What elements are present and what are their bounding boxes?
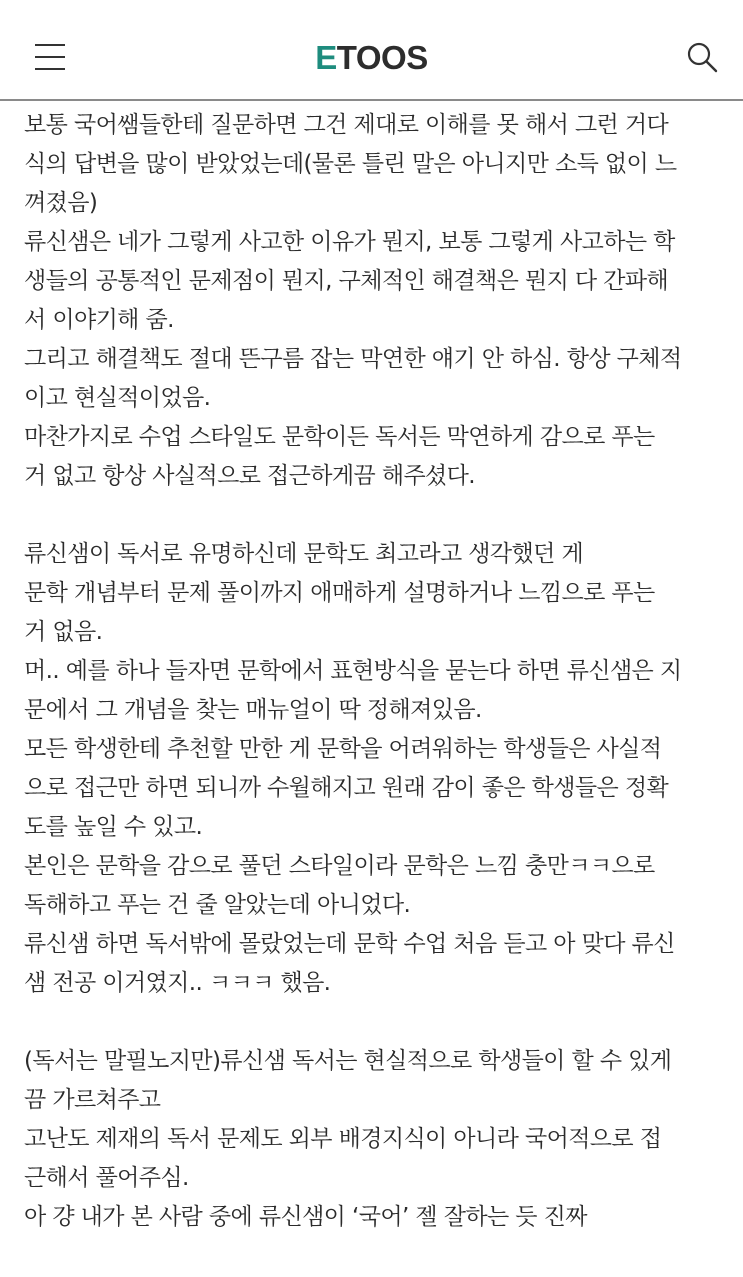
article-line: 류신샘 하면 독서밖에 몰랐었는데 문학 수업 처음 듣고 아 맞다 류신	[24, 931, 675, 957]
logo-letters-toos: TOOS	[336, 39, 428, 76]
article-line: 모든 학생한테 추천할 만한 게 문학을 어려워하는 학생들은 사실적	[24, 736, 662, 762]
article-line: 머.. 예를 하나 들자면 문학에서 표현방식을 묻는다 하면 류신샘은 지	[24, 658, 682, 684]
article-line: 생들의 공통적인 문제점이 뭔지, 구체적인 해결책은 뭔지 다 간파해	[24, 268, 669, 294]
article-line: 본인은 문학을 감으로 풀던 스타일이라 문학은 느낌 충만ㅋㅋ으로	[24, 853, 655, 879]
article-line: 서 이야기해 줌.	[24, 307, 174, 333]
article-line: 문학 개념부터 문제 풀이까지 애매하게 설명하거나 느낌으로 푸는	[24, 580, 655, 606]
article-line: 거 없고 항상 사실적으로 접근하게끔 해주셨다.	[24, 463, 476, 489]
article-line: 샘 전공 이거였지.. ㅋㅋㅋ 했음.	[24, 970, 331, 996]
top-app-bar	[0, 0, 743, 101]
article-line: 이고 현실적이었음.	[24, 385, 211, 411]
article-line: 독해하고 푸는 건 줄 알았는데 아니었다.	[24, 892, 411, 918]
etoos-logo[interactable]	[0, 36, 743, 80]
article-line: (독서는 말필노지만)류신샘 독서는 현실적으로 학생들이 할 수 있게	[24, 1048, 672, 1074]
article-line: 마찬가지로 수업 스타일도 문학이든 독서든 막연하게 감으로 푸는	[24, 424, 655, 450]
logo-letter-e: E	[315, 39, 337, 76]
article-line: 보통 국어쌤들한테 질문하면 그건 제대로 이해를 못 해서 그런 거다	[24, 112, 669, 138]
article-line: 아 걍 내가 본 사람 중에 류신샘이 ‘국어’ 젤 잘하는 듯 진짜	[24, 1204, 587, 1230]
article-line: 식의 답변을 많이 받았었는데(물론 틀린 말은 아니지만 소득 없이 느	[24, 151, 677, 177]
article-line: 그리고 해결책도 절대 뜬구름 잡는 막연한 얘기 안 하심. 항상 구체적	[24, 346, 682, 372]
article-line: 끔 가르쳐주고	[24, 1087, 161, 1113]
search-icon[interactable]	[685, 40, 721, 76]
article-line: 근해서 풀어주심.	[24, 1165, 189, 1191]
article-line: 류신샘이 독서로 유명하신데 문학도 최고라고 생각했던 게	[24, 541, 584, 567]
paragraph-spacer	[24, 1003, 724, 1042]
article-body	[24, 106, 724, 1237]
paragraph-spacer	[24, 496, 724, 535]
article-line: 문에서 그 개념을 찾는 매뉴얼이 딱 정해져있음.	[24, 697, 482, 723]
article-line: 거 없음.	[24, 619, 103, 645]
article-line: 으로 접근만 하면 되니까 수월해지고 원래 감이 좋은 학생들은 정확	[24, 775, 669, 801]
article-line: 고난도 제재의 독서 문제도 외부 배경지식이 아니라 국어적으로 접	[24, 1126, 662, 1152]
article-line: 도를 높일 수 있고.	[24, 814, 203, 840]
article-line: 껴졌음)	[24, 190, 98, 216]
article-line: 류신샘은 네가 그렇게 사고한 이유가 뭔지, 보통 그렇게 사고하는 학	[24, 229, 675, 255]
